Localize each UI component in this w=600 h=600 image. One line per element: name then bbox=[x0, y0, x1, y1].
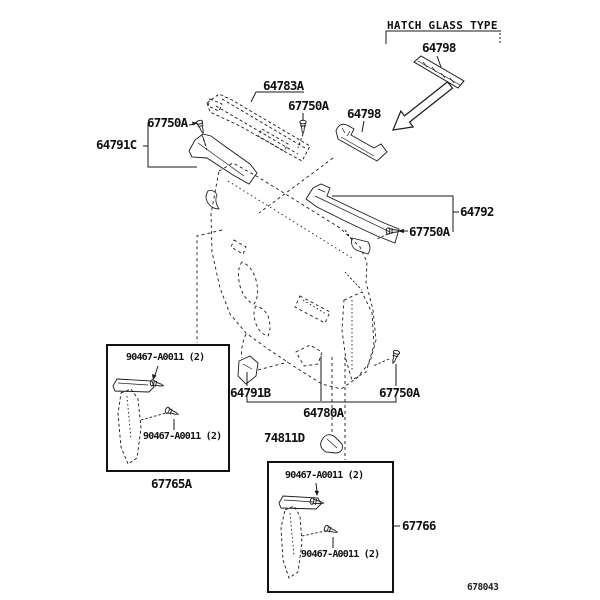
plug-74811d-drawing bbox=[321, 435, 343, 453]
screw-glyph-left-bottom bbox=[165, 407, 180, 418]
screw-glyph-right-bottom bbox=[324, 525, 339, 536]
main-trim-panel-drawing bbox=[211, 163, 376, 389]
part-label-64798-hatch[interactable]: 64798 bbox=[422, 40, 456, 55]
part-label-64791b[interactable]: 64791B bbox=[230, 385, 271, 400]
diagram-code: 678043 bbox=[467, 582, 499, 593]
part-label-67750a-bottom[interactable]: 67750A bbox=[379, 385, 420, 400]
clip-glyph-top bbox=[300, 120, 306, 133]
part-label-74811d[interactable]: 74811D bbox=[264, 430, 305, 445]
clip-glyph-bottom bbox=[390, 350, 400, 365]
bottom-leaders bbox=[197, 230, 396, 460]
retainer-64791b-drawing bbox=[238, 356, 258, 384]
part-label-64783a[interactable]: 64783A bbox=[263, 78, 304, 93]
part-label-90467-left-bottom[interactable]: 90467-A0011 (2) bbox=[143, 431, 222, 442]
part-label-67750a-top[interactable]: 67750A bbox=[288, 98, 329, 113]
part-label-90467-left-top[interactable]: 90467-A0011 (2) bbox=[126, 352, 205, 363]
cover-64798-drawing bbox=[259, 121, 387, 213]
part-label-64798-main[interactable]: 64798 bbox=[347, 106, 381, 121]
part-label-67750a-left[interactable]: 67750A bbox=[147, 115, 188, 130]
part-label-64792[interactable]: 64792 bbox=[460, 204, 494, 219]
pillar-trim-67765a-drawing bbox=[113, 366, 174, 464]
part-label-67766[interactable]: 67766 bbox=[402, 518, 436, 533]
hatch-locator-arrow bbox=[393, 82, 453, 130]
part-label-64791c[interactable]: 64791C bbox=[96, 137, 137, 152]
pillar-trim-67766-drawing bbox=[279, 483, 400, 578]
part-label-67765a[interactable]: 67765A bbox=[151, 476, 192, 491]
garnish-64792-drawing bbox=[306, 184, 399, 254]
part-label-90467-right-bottom[interactable]: 90467-A0011 (2) bbox=[301, 549, 380, 560]
garnish-64791c-drawing bbox=[189, 134, 257, 209]
clip-glyph-left bbox=[196, 120, 206, 135]
section-title-hatch-glass-type: HATCH GLASS TYPE bbox=[387, 19, 498, 32]
part-label-67750a-right[interactable]: 67750A bbox=[409, 224, 450, 239]
part-label-64780a[interactable]: 64780A bbox=[303, 405, 344, 420]
part-label-90467-right-top[interactable]: 90467-A0011 (2) bbox=[285, 470, 364, 481]
